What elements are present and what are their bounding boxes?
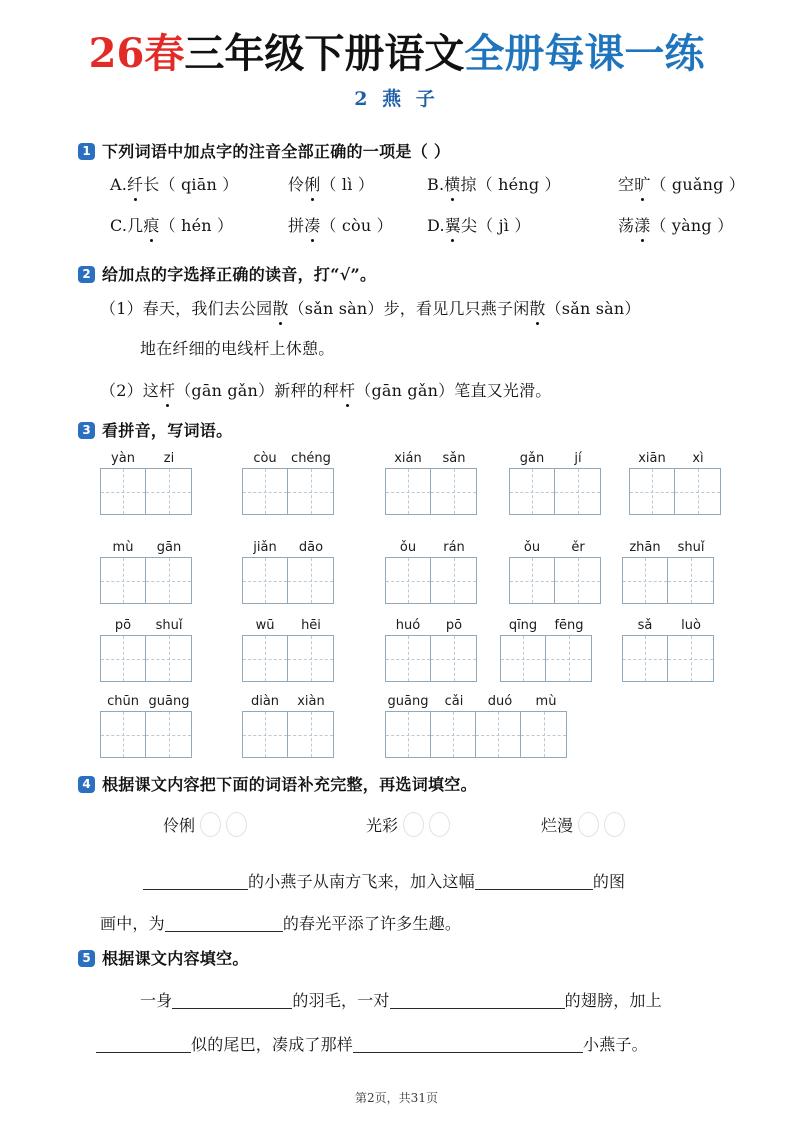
word-label-1: 伶俐 xyxy=(163,816,196,835)
pinyin-syllable: xiàn xyxy=(297,694,325,709)
writing-cell[interactable] xyxy=(431,636,476,681)
question-2-header xyxy=(78,262,376,285)
fill-blank[interactable] xyxy=(96,1037,191,1053)
fill-blank[interactable] xyxy=(165,916,283,932)
option-c2-pinyin: （ còu ） xyxy=(320,216,393,235)
question-4-fill-line-1 xyxy=(143,869,625,892)
pinyin-syllable: shuǐ xyxy=(155,618,183,633)
writing-grid[interactable] xyxy=(500,635,592,682)
fill-blank[interactable] xyxy=(353,1037,583,1053)
pinyin-grid-group xyxy=(242,539,334,604)
writing-grid[interactable] xyxy=(100,557,192,604)
question-number-badge: 1 xyxy=(78,143,95,160)
option-b-pinyin: （ héng ） xyxy=(476,175,561,194)
word-label-2: 光彩 xyxy=(366,816,399,835)
writing-cell[interactable] xyxy=(431,469,476,514)
pinyin-label-row xyxy=(242,539,334,557)
q2-l1-dotted-char-2: 散 xyxy=(529,296,545,319)
writing-cell[interactable] xyxy=(146,558,191,603)
question-3 xyxy=(78,418,232,441)
writing-grid[interactable] xyxy=(629,468,721,515)
pinyin-syllable: sǎ xyxy=(637,618,653,633)
question-number-badge: 5 xyxy=(78,950,95,967)
option-d2-pinyin: （ yàng ） xyxy=(650,216,734,235)
pinyin-syllable: qīng xyxy=(508,618,538,633)
option-a-pinyin: （ qiān ） xyxy=(159,175,239,194)
fill-blank[interactable] xyxy=(143,874,248,890)
writing-cell[interactable] xyxy=(386,636,431,681)
writing-cell[interactable] xyxy=(501,636,546,681)
pinyin-syllable: zhān xyxy=(629,540,661,555)
page-title xyxy=(0,30,793,78)
word-item-1 xyxy=(163,812,247,837)
pinyin-grid-group xyxy=(629,450,721,515)
pinyin-grid-group xyxy=(100,693,192,758)
pinyin-syllable: guāng xyxy=(387,694,429,709)
pinyin-syllable: zi xyxy=(163,451,175,466)
question-number-badge: 2 xyxy=(78,266,95,283)
q4-l2-text-2: 的春光平添了许多生趣。 xyxy=(282,914,462,933)
option-a-dotted-char: 纤 xyxy=(127,172,143,195)
writing-cell[interactable] xyxy=(243,469,288,514)
writing-cell[interactable] xyxy=(243,636,288,681)
pinyin-label-row xyxy=(509,539,601,557)
writing-cell[interactable] xyxy=(146,469,191,514)
pinyin-syllable: còu xyxy=(253,451,277,466)
question-2-line-2: 地在纤细的电线杆上休憩。 xyxy=(140,339,335,358)
writing-cell[interactable] xyxy=(101,469,146,514)
question-5-fill-line-1 xyxy=(140,988,662,1011)
question-1-header xyxy=(78,139,450,162)
q4-l1-text-2: 的图 xyxy=(592,872,626,891)
q5-l1-text-1: 一身 xyxy=(140,991,173,1010)
pinyin-label-row xyxy=(385,450,477,468)
pinyin-syllable: xián xyxy=(394,451,422,466)
writing-grid[interactable] xyxy=(385,711,567,758)
blank-circle[interactable] xyxy=(604,812,625,837)
title-blue-part: 全册每课一练 xyxy=(464,30,705,77)
blank-circle[interactable] xyxy=(403,812,424,837)
pinyin-syllable: shuǐ xyxy=(677,540,705,555)
pinyin-label-row xyxy=(622,539,714,557)
pinyin-syllable: mù xyxy=(112,540,134,555)
question-5-prompt: 根据课文内容填空。 xyxy=(102,949,249,968)
writing-cell[interactable] xyxy=(668,558,713,603)
lesson-subtitle: 2 燕 子 xyxy=(354,88,439,110)
pinyin-label-row xyxy=(500,617,592,635)
option-a-item-1 xyxy=(110,172,238,195)
option-a-letter: A. xyxy=(110,175,128,194)
q2-l3-dotted-char-2: 杆 xyxy=(339,378,355,401)
writing-grid[interactable] xyxy=(622,557,714,604)
pinyin-syllable: pō xyxy=(114,618,132,633)
option-c-letter: C. xyxy=(110,216,128,235)
writing-cell[interactable] xyxy=(521,712,566,757)
pinyin-grid-group xyxy=(385,617,477,682)
question-5-header xyxy=(78,946,249,969)
blank-circle[interactable] xyxy=(200,812,221,837)
blank-circle[interactable] xyxy=(226,812,247,837)
pinyin-grid-group xyxy=(500,617,592,682)
writing-grid[interactable] xyxy=(242,557,334,604)
writing-cell[interactable] xyxy=(630,469,675,514)
title-red-part: 26春 xyxy=(88,30,185,77)
option-d-word-rest: 尖 xyxy=(460,216,478,235)
fill-blank[interactable] xyxy=(172,993,292,1009)
pinyin-label-row xyxy=(242,617,334,635)
question-1 xyxy=(78,139,450,162)
pinyin-label-row xyxy=(509,450,601,468)
pinyin-syllable: rán xyxy=(443,540,465,555)
pinyin-syllable: sǎn xyxy=(442,451,466,466)
writing-cell[interactable] xyxy=(288,636,333,681)
q5-l2-text-2: 小燕子。 xyxy=(583,1035,648,1054)
pinyin-syllable: chūn xyxy=(107,694,139,709)
option-b2-dotted-char: 旷 xyxy=(634,172,650,195)
word-item-3 xyxy=(541,812,625,837)
question-2-prompt: 给加点的字选择正确的读音，打“√”。 xyxy=(102,265,377,284)
pinyin-grid-group xyxy=(385,539,477,604)
pinyin-syllable: guāng xyxy=(148,694,190,709)
option-b-item-2: 空旷（ guǎng ） xyxy=(618,172,745,195)
option-a-word-rest: 长 xyxy=(143,175,160,194)
writing-grid[interactable] xyxy=(242,711,334,758)
question-2-line-3 xyxy=(100,378,552,401)
pinyin-syllable: dāo xyxy=(298,540,324,555)
pinyin-syllable: chéng xyxy=(291,451,331,466)
writing-cell[interactable] xyxy=(243,558,288,603)
page-footer: 第2页，共31页 xyxy=(355,1091,438,1105)
writing-cell[interactable] xyxy=(288,712,333,757)
fill-blank[interactable] xyxy=(390,993,565,1009)
option-a2-pinyin: （ lì ） xyxy=(320,175,375,194)
question-5 xyxy=(78,946,249,969)
writing-cell[interactable] xyxy=(101,712,146,757)
pinyin-syllable: pō xyxy=(445,618,463,633)
pinyin-syllable: xiān xyxy=(638,451,666,466)
pinyin-syllable: hēi xyxy=(301,618,321,633)
question-4 xyxy=(78,772,477,795)
writing-cell[interactable] xyxy=(431,558,476,603)
writing-cell[interactable] xyxy=(243,712,288,757)
option-d-item-2: 荡漾（ yàng ） xyxy=(618,213,733,236)
pinyin-syllable: wū xyxy=(255,618,275,633)
pinyin-syllable: huó xyxy=(395,618,421,633)
option-d2-dotted-char: 漾 xyxy=(634,213,650,236)
writing-grid[interactable] xyxy=(100,711,192,758)
q2-l1-dotted-char-1: 散 xyxy=(272,296,288,319)
option-c-item-1: C.几痕（ hén ） xyxy=(110,213,233,236)
option-a-item-2: 伶俐（ lì ） xyxy=(288,172,374,195)
pinyin-label-row xyxy=(385,693,569,711)
writing-grid[interactable] xyxy=(100,635,192,682)
pinyin-grid-group xyxy=(100,539,192,604)
writing-cell[interactable] xyxy=(675,469,720,514)
question-number-badge: 4 xyxy=(78,776,95,793)
writing-grid[interactable] xyxy=(509,468,601,515)
writing-cell[interactable] xyxy=(288,558,333,603)
pinyin-grid-group xyxy=(385,450,477,515)
q5-l2-text-1: 似的尾巴，凑成了那样 xyxy=(191,1035,354,1054)
pinyin-syllable: ěr xyxy=(571,540,585,555)
writing-cell[interactable] xyxy=(623,558,668,603)
q2-l3-suffix: （gān gǎn）笔直又光滑。 xyxy=(355,381,552,400)
option-b-dotted-char: 横 xyxy=(444,172,460,195)
blank-circle[interactable] xyxy=(429,812,450,837)
pinyin-label-row xyxy=(100,539,192,557)
blank-circle[interactable] xyxy=(578,812,599,837)
writing-cell[interactable] xyxy=(510,469,555,514)
writing-cell[interactable] xyxy=(386,558,431,603)
question-4-header xyxy=(78,772,477,795)
pinyin-syllable: jí xyxy=(574,451,582,466)
question-2-line-1 xyxy=(100,296,641,319)
writing-grid[interactable] xyxy=(385,635,477,682)
writing-cell[interactable] xyxy=(546,636,591,681)
pinyin-label-row xyxy=(242,693,334,711)
pinyin-label-row xyxy=(242,450,334,468)
pinyin-syllable: mù xyxy=(535,694,557,709)
pinyin-label-row xyxy=(385,539,477,557)
writing-grid[interactable] xyxy=(242,635,334,682)
pinyin-grid-group xyxy=(622,617,714,682)
writing-grid[interactable] xyxy=(385,468,477,515)
pinyin-grid-group xyxy=(622,539,714,604)
option-b-word-rest: 掠 xyxy=(460,175,477,194)
question-4-fill-line-2 xyxy=(100,911,461,934)
option-c-dotted-char: 痕 xyxy=(143,213,159,236)
pinyin-grid-group xyxy=(509,450,601,515)
writing-cell[interactable] xyxy=(555,469,600,514)
option-d-pinyin: （ jì ） xyxy=(477,216,531,235)
question-5-fill-line-2 xyxy=(96,1032,648,1055)
option-b-item-1 xyxy=(427,172,561,195)
title-black-part: 三年级下册语文 xyxy=(184,30,465,77)
question-3-header xyxy=(78,418,232,441)
writing-cell[interactable] xyxy=(386,469,431,514)
q5-l1-text-2: 的羽毛，一对 xyxy=(292,991,390,1010)
pinyin-label-row xyxy=(622,617,714,635)
pinyin-syllable: gān xyxy=(156,540,182,555)
pinyin-grid-group xyxy=(242,617,334,682)
writing-cell[interactable] xyxy=(101,636,146,681)
option-d-item-1 xyxy=(427,213,531,236)
pinyin-label-row xyxy=(100,450,192,468)
writing-cell[interactable] xyxy=(510,558,555,603)
pinyin-syllable: diàn xyxy=(250,694,280,709)
writing-grid[interactable] xyxy=(385,557,477,604)
writing-cell[interactable] xyxy=(668,636,713,681)
pinyin-syllable: luò xyxy=(681,618,701,633)
pinyin-syllable: ǒu xyxy=(523,540,541,555)
writing-cell[interactable] xyxy=(146,636,191,681)
question-1-prompt: 下列词语中加点字的注音全部正确的一项是（ ） xyxy=(102,142,451,161)
option-c-item-2: 拼凑（ còu ） xyxy=(288,213,393,236)
pinyin-syllable: cǎi xyxy=(444,694,464,709)
q2-l3-dotted-char-1: 杆 xyxy=(159,378,175,401)
pinyin-syllable: yàn xyxy=(111,451,135,466)
pinyin-syllable: fēng xyxy=(554,618,584,633)
q4-l2-text-1: 画中，为 xyxy=(100,914,165,933)
writing-grid[interactable] xyxy=(242,468,334,515)
writing-cell[interactable] xyxy=(101,558,146,603)
writing-cell[interactable] xyxy=(288,469,333,514)
word-item-2 xyxy=(366,812,450,837)
pinyin-syllable: duó xyxy=(487,694,513,709)
option-b-letter: B. xyxy=(427,175,445,194)
option-b2-pinyin: （ guǎng ） xyxy=(650,175,746,194)
writing-cell[interactable] xyxy=(431,712,476,757)
pinyin-grid-group xyxy=(242,693,334,758)
question-4-prompt: 根据课文内容把下面的词语补充完整，再选词填空。 xyxy=(102,775,477,794)
pinyin-syllable: jiǎn xyxy=(253,540,277,555)
fill-blank[interactable] xyxy=(475,874,593,890)
word-label-3: 烂漫 xyxy=(541,816,574,835)
pinyin-label-row xyxy=(385,617,477,635)
writing-grid[interactable] xyxy=(509,557,601,604)
question-2 xyxy=(78,262,376,285)
writing-grid[interactable] xyxy=(100,468,192,515)
pinyin-label-row xyxy=(100,693,192,711)
option-d-dotted-char: 翼 xyxy=(445,213,461,236)
q2-l1-mid: （sǎn sàn）步，看见几只燕子闲 xyxy=(288,299,530,318)
question-number-badge: 3 xyxy=(78,422,95,439)
option-d-letter: D. xyxy=(427,216,445,235)
pinyin-grid-group xyxy=(385,693,569,758)
writing-cell[interactable] xyxy=(476,712,521,757)
writing-cell[interactable] xyxy=(555,558,600,603)
option-c-pinyin: （ hén ） xyxy=(159,216,234,235)
writing-cell[interactable] xyxy=(146,712,191,757)
pinyin-syllable: gǎn xyxy=(519,451,545,466)
writing-cell[interactable] xyxy=(623,636,668,681)
q2-l1-suffix: （sǎn sàn） xyxy=(545,299,641,318)
q2-l1-prefix: （1）春天，我们去公园 xyxy=(100,299,273,318)
pinyin-syllable: xì xyxy=(692,451,704,466)
q2-l3-mid: （gān gǎn）新秤的秤 xyxy=(175,381,340,400)
pinyin-grid-group xyxy=(509,539,601,604)
pinyin-grid-group xyxy=(100,450,192,515)
pinyin-grid-group xyxy=(100,617,192,682)
q2-l3-prefix: （2）这 xyxy=(100,381,159,400)
q5-l1-text-3: 的翅膀，加上 xyxy=(564,991,662,1010)
option-c2-dotted-char: 凑 xyxy=(304,213,320,236)
pinyin-label-row xyxy=(629,450,721,468)
pinyin-syllable: ǒu xyxy=(399,540,417,555)
q4-l1-text-1: 的小燕子从南方飞来，加入这幅 xyxy=(248,872,475,891)
pinyin-grid-group xyxy=(242,450,334,515)
pinyin-label-row xyxy=(100,617,192,635)
writing-cell[interactable] xyxy=(386,712,431,757)
writing-grid[interactable] xyxy=(622,635,714,682)
question-3-prompt: 看拼音，写词语。 xyxy=(102,421,233,440)
option-a2-dotted-char: 俐 xyxy=(304,172,320,195)
